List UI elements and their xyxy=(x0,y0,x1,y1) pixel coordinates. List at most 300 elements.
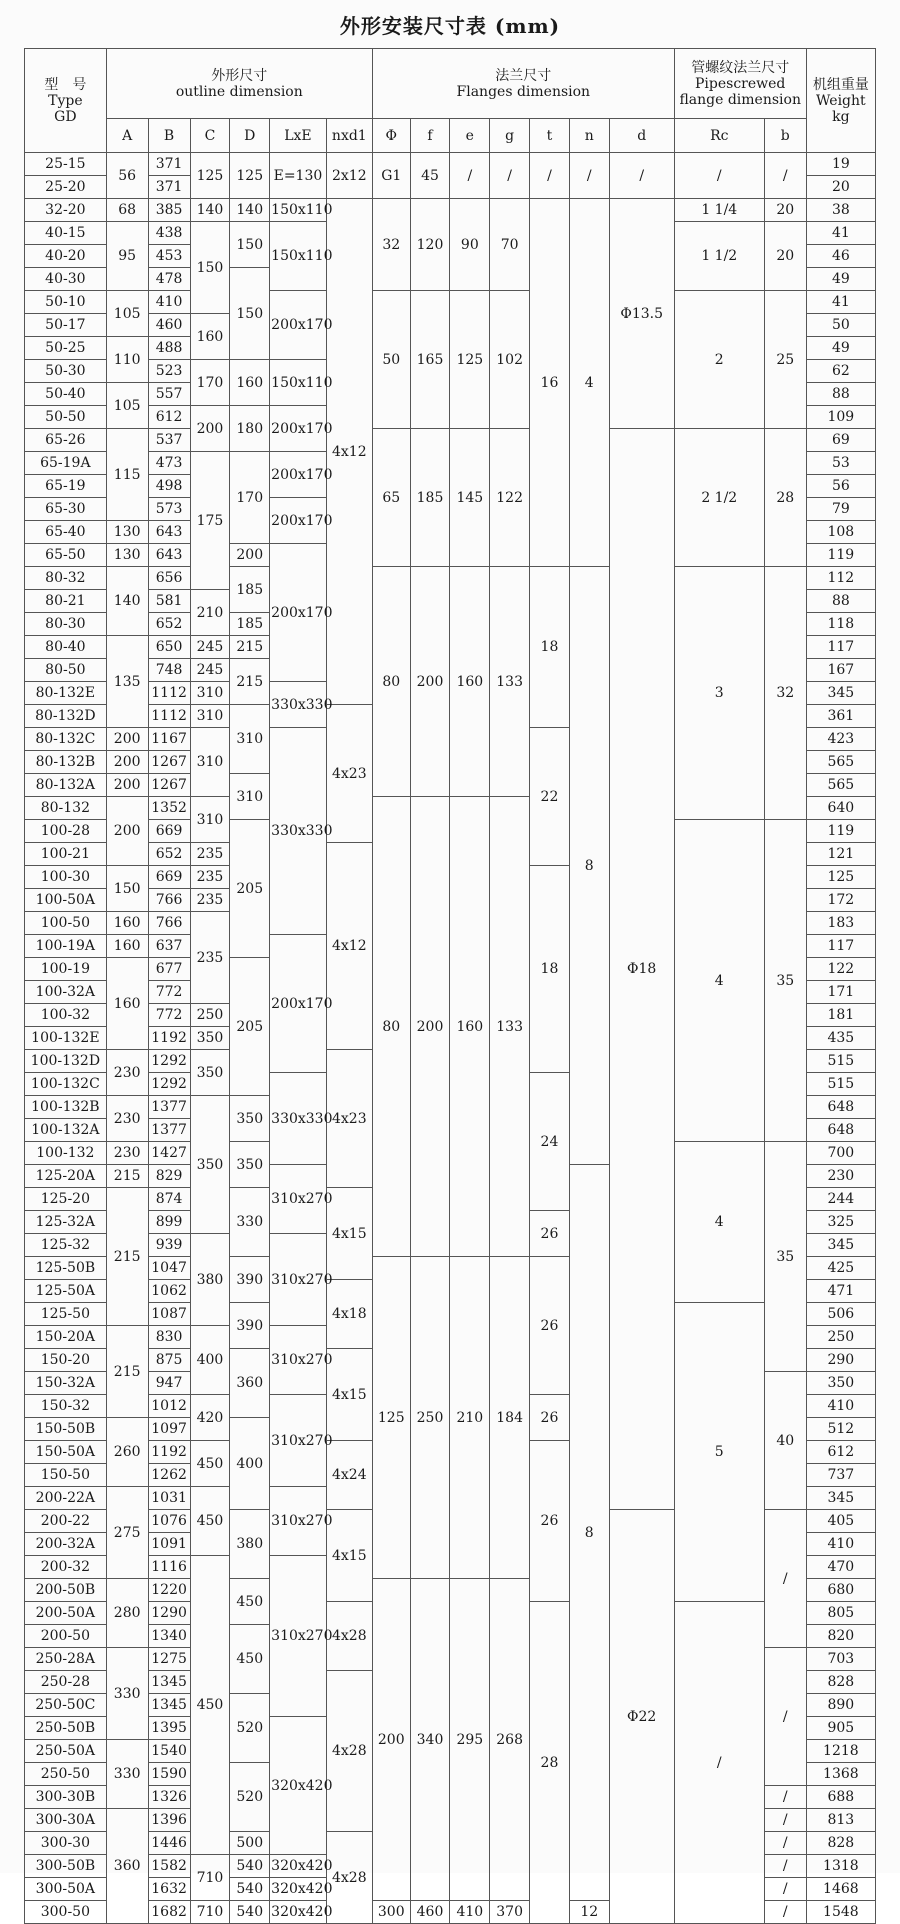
cell-weight: 122 xyxy=(806,958,875,981)
cell-c: 350 xyxy=(190,1096,230,1234)
cell-lxe: 330x330 xyxy=(270,682,327,728)
cell-type: 40-30 xyxy=(25,268,107,291)
cell-b-flange: / xyxy=(764,1510,806,1648)
cell-type: 300-30A xyxy=(25,1809,107,1832)
cell-lxe: 150x110 xyxy=(270,199,327,222)
cell-type: 100-19A xyxy=(25,935,107,958)
cell-c: 235 xyxy=(190,889,230,912)
cell-g: 102 xyxy=(490,291,530,429)
cell-b: 1377 xyxy=(148,1119,190,1142)
cell-lxe: 200x170 xyxy=(270,452,327,498)
cell-c: 710 xyxy=(190,1855,230,1901)
cell-nxd1: 4x12 xyxy=(326,199,372,705)
cell-lxe: 200x170 xyxy=(270,544,327,682)
cell-c: 170 xyxy=(190,360,230,406)
cell-g: 70 xyxy=(490,199,530,291)
cell-g: 268 xyxy=(490,1579,530,1901)
cell-b: 1590 xyxy=(148,1763,190,1786)
header-type-line: 型 号 xyxy=(44,76,87,93)
cell-b: 650 xyxy=(148,636,190,659)
cell-weight: 117 xyxy=(806,636,875,659)
cell-type: 80-132A xyxy=(25,774,107,797)
cell-type: 80-132D xyxy=(25,705,107,728)
cell-c: 160 xyxy=(190,314,230,360)
cell-g: 133 xyxy=(490,797,530,1257)
page-title: 外形安装尺寸表 (mm) xyxy=(339,14,561,38)
cell-phi: 300 xyxy=(372,1901,410,1924)
cell-weight: 648 xyxy=(806,1119,875,1142)
cell-type: 100-19 xyxy=(25,958,107,981)
cell-weight: 1468 xyxy=(806,1878,875,1901)
cell-e: 295 xyxy=(450,1579,490,1901)
cell-g: 370 xyxy=(490,1901,530,1924)
cell-b-flange: / xyxy=(764,1786,806,1809)
cell-b: 830 xyxy=(148,1326,190,1349)
cell-weight: 49 xyxy=(806,337,875,360)
cell-type: 250-50 xyxy=(25,1763,107,1786)
cell-type: 65-50 xyxy=(25,544,107,567)
header-flanges-dimension-line: 法兰尺寸 xyxy=(495,67,552,84)
cell-d: 310 xyxy=(230,774,270,820)
cell-nxd1: 4x23 xyxy=(326,1050,372,1188)
cell-weight: 425 xyxy=(806,1257,875,1280)
cell-b: 1540 xyxy=(148,1740,190,1763)
cell-lxe: 200x170 xyxy=(270,498,327,544)
cell-weight: 565 xyxy=(806,751,875,774)
cell-a: 200 xyxy=(106,774,148,797)
cell-a: 160 xyxy=(106,912,148,935)
cell-weight: 244 xyxy=(806,1188,875,1211)
cell-d: 500 xyxy=(230,1832,270,1855)
cell-b: 557 xyxy=(148,383,190,406)
header-pipescrewed-flange xyxy=(674,49,806,119)
cell-weight: 680 xyxy=(806,1579,875,1602)
cell-b: 1340 xyxy=(148,1625,190,1648)
cell-f: 200 xyxy=(410,797,450,1257)
cell-lxe: 200x170 xyxy=(270,406,327,452)
cell-weight: 88 xyxy=(806,383,875,406)
cell-type: 150-50 xyxy=(25,1464,107,1487)
cell-type: 150-50A xyxy=(25,1441,107,1464)
cell-b: 1262 xyxy=(148,1464,190,1487)
cell-weight: 813 xyxy=(806,1809,875,1832)
subheader-phi: Φ xyxy=(372,119,410,153)
cell-a: 105 xyxy=(106,383,148,429)
cell-type: 40-15 xyxy=(25,222,107,245)
cell-b: 612 xyxy=(148,406,190,429)
cell-weight: 700 xyxy=(806,1142,875,1165)
cell-weight: 828 xyxy=(806,1832,875,1855)
cell-type: 200-50 xyxy=(25,1625,107,1648)
cell-f: 165 xyxy=(410,291,450,429)
cell-type: 65-26 xyxy=(25,429,107,452)
cell-b: 1192 xyxy=(148,1027,190,1050)
cell-e: 410 xyxy=(450,1901,490,1924)
cell-d: 450 xyxy=(230,1579,270,1625)
cell-d: 350 xyxy=(230,1096,270,1142)
cell-c: 400 xyxy=(190,1326,230,1395)
cell-type: 250-50B xyxy=(25,1717,107,1740)
cell-nxd1: 4x15 xyxy=(326,1349,372,1441)
cell-b-flange: / xyxy=(764,1809,806,1832)
cell-d: 205 xyxy=(230,820,270,958)
cell-a: 130 xyxy=(106,521,148,544)
cell-b: 1292 xyxy=(148,1050,190,1073)
cell-d: 450 xyxy=(230,1625,270,1694)
cell-nxd1: 2x12 xyxy=(326,153,372,199)
cell-d: 125 xyxy=(230,153,270,199)
cell-t: / xyxy=(530,153,570,199)
cell-b-flange: 20 xyxy=(764,199,806,222)
cell-weight: 38 xyxy=(806,199,875,222)
cell-t: 16 xyxy=(530,199,570,567)
cell-b: 656 xyxy=(148,567,190,590)
cell-b: 460 xyxy=(148,314,190,337)
cell-weight: 41 xyxy=(806,291,875,314)
cell-weight: 1368 xyxy=(806,1763,875,1786)
cell-nxd1: 4x28 xyxy=(326,1671,372,1832)
cell-phi: 80 xyxy=(372,797,410,1257)
subheader-d-hole: d xyxy=(609,119,674,153)
cell-a: 135 xyxy=(106,636,148,728)
cell-b-flange: 25 xyxy=(764,291,806,429)
cell-weight: 1548 xyxy=(806,1901,875,1924)
cell-b: 874 xyxy=(148,1188,190,1211)
cell-c: 710 xyxy=(190,1901,230,1924)
cell-d: 180 xyxy=(230,406,270,452)
cell-type: 32-20 xyxy=(25,199,107,222)
cell-b: 1220 xyxy=(148,1579,190,1602)
cell-weight: 410 xyxy=(806,1533,875,1556)
cell-weight: 345 xyxy=(806,682,875,705)
cell-weight: 46 xyxy=(806,245,875,268)
cell-c: 150 xyxy=(190,222,230,314)
cell-a: 200 xyxy=(106,751,148,774)
header-weight-line: kg xyxy=(832,108,850,125)
cell-b: 1097 xyxy=(148,1418,190,1441)
cell-d: 330 xyxy=(230,1188,270,1257)
cell-g: / xyxy=(490,153,530,199)
cell-phi: 200 xyxy=(372,1579,410,1901)
cell-weight: 1318 xyxy=(806,1855,875,1878)
cell-c: 245 xyxy=(190,659,230,682)
cell-weight: 612 xyxy=(806,1441,875,1464)
cell-b: 1267 xyxy=(148,751,190,774)
cell-t: 26 xyxy=(530,1441,570,1602)
cell-g: 133 xyxy=(490,567,530,797)
header-type xyxy=(25,49,107,153)
header-outline-dimension-line: outline dimension xyxy=(175,83,303,100)
cell-a: 200 xyxy=(106,797,148,866)
header-weight-line: 机组重量 xyxy=(812,76,869,93)
cell-b: 523 xyxy=(148,360,190,383)
cell-d: 400 xyxy=(230,1418,270,1510)
cell-b-flange: / xyxy=(764,1878,806,1901)
cell-lxe: 200x170 xyxy=(270,935,327,1073)
cell-b: 1446 xyxy=(148,1832,190,1855)
header-flanges-dimension xyxy=(372,49,674,119)
cell-lxe: 320x420 xyxy=(270,1878,327,1901)
cell-b: 875 xyxy=(148,1349,190,1372)
cell-c: 310 xyxy=(190,682,230,705)
cell-type: 150-50B xyxy=(25,1418,107,1441)
cell-b: 677 xyxy=(148,958,190,981)
cell-d-hole: Φ18 xyxy=(609,429,674,1510)
cell-type: 80-30 xyxy=(25,613,107,636)
cell-e: 125 xyxy=(450,291,490,429)
cell-f: 120 xyxy=(410,199,450,291)
cell-a: 260 xyxy=(106,1418,148,1487)
cell-phi: 32 xyxy=(372,199,410,291)
cell-rc: 2 1/2 xyxy=(674,429,764,567)
cell-type: 65-19A xyxy=(25,452,107,475)
cell-b: 766 xyxy=(148,889,190,912)
cell-b: 1192 xyxy=(148,1441,190,1464)
cell-a: 280 xyxy=(106,1579,148,1648)
cell-nxd1: 4x18 xyxy=(326,1280,372,1349)
cell-type: 125-20 xyxy=(25,1188,107,1211)
cell-f: 200 xyxy=(410,567,450,797)
cell-b: 829 xyxy=(148,1165,190,1188)
dimension-table xyxy=(24,48,876,1924)
cell-d: 150 xyxy=(230,268,270,360)
cell-b: 1582 xyxy=(148,1855,190,1878)
cell-a: 160 xyxy=(106,958,148,1050)
cell-d: 140 xyxy=(230,199,270,222)
cell-a: 330 xyxy=(106,1648,148,1740)
cell-e: 160 xyxy=(450,797,490,1257)
cell-lxe: 310x270 xyxy=(270,1326,327,1395)
cell-b: 1345 xyxy=(148,1694,190,1717)
cell-lxe: 310x270 xyxy=(270,1234,327,1326)
cell-weight: 108 xyxy=(806,521,875,544)
cell-weight: 171 xyxy=(806,981,875,1004)
cell-type: 100-28 xyxy=(25,820,107,843)
cell-c: 125 xyxy=(190,153,230,199)
cell-weight: 640 xyxy=(806,797,875,820)
cell-b: 1076 xyxy=(148,1510,190,1533)
cell-weight: 648 xyxy=(806,1096,875,1119)
cell-n: 8 xyxy=(569,1165,609,1901)
cell-rc: / xyxy=(674,153,764,199)
cell-d: 215 xyxy=(230,636,270,659)
cell-weight: 290 xyxy=(806,1349,875,1372)
cell-lxe: 320x420 xyxy=(270,1901,327,1924)
cell-weight: 119 xyxy=(806,544,875,567)
cell-weight: 69 xyxy=(806,429,875,452)
cell-type: 100-21 xyxy=(25,843,107,866)
cell-weight: 737 xyxy=(806,1464,875,1487)
cell-lxe: 310x270 xyxy=(270,1165,327,1234)
cell-weight: 112 xyxy=(806,567,875,590)
cell-phi: G1 xyxy=(372,153,410,199)
cell-t: 26 xyxy=(530,1211,570,1257)
header-outline-dimension-line: 外形尺寸 xyxy=(211,67,268,84)
cell-e: 90 xyxy=(450,199,490,291)
cell-d-hole: Φ13.5 xyxy=(609,199,674,429)
cell-type: 125-32A xyxy=(25,1211,107,1234)
cell-b: 652 xyxy=(148,613,190,636)
cell-d: 390 xyxy=(230,1303,270,1349)
subheader-f: f xyxy=(410,119,450,153)
cell-type: 250-28 xyxy=(25,1671,107,1694)
cell-b: 371 xyxy=(148,153,190,176)
cell-lxe: 150x110 xyxy=(270,360,327,406)
cell-type: 50-30 xyxy=(25,360,107,383)
cell-type: 80-132B xyxy=(25,751,107,774)
cell-type: 65-19 xyxy=(25,475,107,498)
cell-a: 68 xyxy=(106,199,148,222)
cell-type: 80-132 xyxy=(25,797,107,820)
cell-b: 637 xyxy=(148,935,190,958)
cell-a: 110 xyxy=(106,337,148,383)
cell-type: 200-50B xyxy=(25,1579,107,1602)
cell-b: 385 xyxy=(148,199,190,222)
header-weight xyxy=(806,49,875,153)
header-pipescrewed-flange-line: flange dimension xyxy=(679,91,801,108)
cell-weight: 53 xyxy=(806,452,875,475)
cell-a: 230 xyxy=(106,1050,148,1096)
cell-weight: 423 xyxy=(806,728,875,751)
cell-d: 390 xyxy=(230,1257,270,1303)
cell-t: 28 xyxy=(530,1602,570,1924)
cell-weight: 119 xyxy=(806,820,875,843)
cell-a: 115 xyxy=(106,429,148,521)
cell-weight: 1218 xyxy=(806,1740,875,1763)
cell-b: 478 xyxy=(148,268,190,291)
cell-type: 100-132C xyxy=(25,1073,107,1096)
cell-type: 80-40 xyxy=(25,636,107,659)
cell-weight: 405 xyxy=(806,1510,875,1533)
cell-b-flange: / xyxy=(764,1901,806,1924)
cell-g: 184 xyxy=(490,1257,530,1579)
cell-b-flange: / xyxy=(764,153,806,199)
cell-b: 1062 xyxy=(148,1280,190,1303)
cell-nxd1: 4x15 xyxy=(326,1510,372,1602)
subheader-a: A xyxy=(106,119,148,153)
cell-a: 215 xyxy=(106,1188,148,1326)
subheader-b: B xyxy=(148,119,190,153)
cell-type: 80-50 xyxy=(25,659,107,682)
cell-b: 1326 xyxy=(148,1786,190,1809)
cell-b: 1031 xyxy=(148,1487,190,1510)
cell-b-flange: / xyxy=(764,1855,806,1878)
cell-d: 360 xyxy=(230,1349,270,1418)
cell-b-flange: / xyxy=(764,1648,806,1786)
cell-d: 150 xyxy=(230,222,270,268)
cell-d: 350 xyxy=(230,1142,270,1188)
cell-d: 160 xyxy=(230,360,270,406)
cell-b-flange: 28 xyxy=(764,429,806,567)
cell-type: 125-50 xyxy=(25,1303,107,1326)
cell-lxe: 310x270 xyxy=(270,1395,327,1487)
cell-nxd1: 4x28 xyxy=(326,1602,372,1671)
cell-b: 1112 xyxy=(148,682,190,705)
cell-a: 230 xyxy=(106,1096,148,1142)
cell-b: 939 xyxy=(148,1234,190,1257)
cell-rc: 1 1/2 xyxy=(674,222,764,291)
cell-d: 520 xyxy=(230,1763,270,1832)
cell-type: 50-17 xyxy=(25,314,107,337)
cell-a: 56 xyxy=(106,153,148,199)
cell-b: 1632 xyxy=(148,1878,190,1901)
cell-e: 210 xyxy=(450,1257,490,1579)
cell-weight: 361 xyxy=(806,705,875,728)
cell-b: 488 xyxy=(148,337,190,360)
cell-b: 581 xyxy=(148,590,190,613)
cell-c: 235 xyxy=(190,843,230,866)
cell-weight: 117 xyxy=(806,935,875,958)
cell-weight: 88 xyxy=(806,590,875,613)
cell-c: 450 xyxy=(190,1441,230,1487)
cell-b: 1427 xyxy=(148,1142,190,1165)
cell-b: 410 xyxy=(148,291,190,314)
subheader-t: t xyxy=(530,119,570,153)
cell-rc: 5 xyxy=(674,1303,764,1602)
cell-rc: / xyxy=(674,1602,764,1924)
cell-type: 80-32 xyxy=(25,567,107,590)
cell-phi: 50 xyxy=(372,291,410,429)
cell-type: 100-50A xyxy=(25,889,107,912)
cell-a: 215 xyxy=(106,1326,148,1418)
cell-type: 250-50C xyxy=(25,1694,107,1717)
cell-t: 18 xyxy=(530,866,570,1073)
cell-rc: 2 xyxy=(674,291,764,429)
cell-d: 170 xyxy=(230,452,270,544)
cell-b: 371 xyxy=(148,176,190,199)
cell-t: 26 xyxy=(530,1257,570,1395)
cell-c: 200 xyxy=(190,406,230,452)
cell-weight: 350 xyxy=(806,1372,875,1395)
subheader-nxd1: nxd1 xyxy=(326,119,372,153)
cell-a: 200 xyxy=(106,728,148,751)
cell-weight: 79 xyxy=(806,498,875,521)
cell-lxe: 330x330 xyxy=(270,1073,327,1165)
cell-b: 772 xyxy=(148,981,190,1004)
cell-b: 1012 xyxy=(148,1395,190,1418)
cell-e: 145 xyxy=(450,429,490,567)
cell-b: 473 xyxy=(148,452,190,475)
cell-weight: 345 xyxy=(806,1234,875,1257)
cell-b: 537 xyxy=(148,429,190,452)
cell-f: 45 xyxy=(410,153,450,199)
cell-nxd1: 4x15 xyxy=(326,1188,372,1280)
subheader-lxe: LxE xyxy=(270,119,327,153)
cell-weight: 41 xyxy=(806,222,875,245)
cell-type: 200-32A xyxy=(25,1533,107,1556)
table-row xyxy=(25,153,876,176)
cell-b: 1345 xyxy=(148,1671,190,1694)
cell-b: 652 xyxy=(148,843,190,866)
header-type-line: Type xyxy=(48,92,83,109)
cell-weight: 688 xyxy=(806,1786,875,1809)
cell-lxe: 310x270 xyxy=(270,1487,327,1556)
cell-f: 185 xyxy=(410,429,450,567)
subheader-e: e xyxy=(450,119,490,153)
cell-type: 250-28A xyxy=(25,1648,107,1671)
cell-d: 540 xyxy=(230,1901,270,1924)
cell-type: 125-50B xyxy=(25,1257,107,1280)
cell-type: 80-132C xyxy=(25,728,107,751)
cell-a: 330 xyxy=(106,1740,148,1809)
cell-nxd1: 4x23 xyxy=(326,705,372,843)
cell-weight: 435 xyxy=(806,1027,875,1050)
cell-c: 450 xyxy=(190,1556,230,1855)
cell-f: 340 xyxy=(410,1579,450,1901)
cell-b: 1292 xyxy=(148,1073,190,1096)
cell-type: 300-30B xyxy=(25,1786,107,1809)
cell-b: 453 xyxy=(148,245,190,268)
